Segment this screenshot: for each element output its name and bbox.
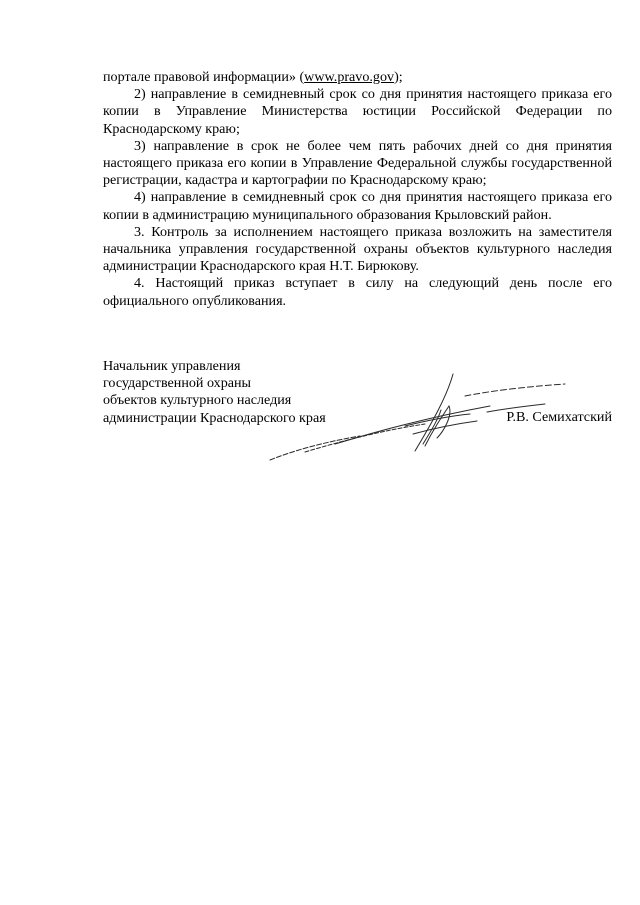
paragraph-effective: 4. Настоящий приказ вступает в силу на следующий день после его официального опубликования.: [103, 275, 612, 309]
paragraph-item-4: 4) направление в семидневный срок со дня принятия настоящего приказа его копии в администрацию муниципального образования Крыловский район.: [103, 189, 612, 223]
signatory-title-line: Начальник управления: [103, 358, 241, 374]
paragraph-portal: портале правовой информации» (www.pravo.gov);: [103, 69, 403, 85]
signatory-title-line: объектов культурного наследия: [103, 392, 292, 409]
pravo-gov-link[interactable]: www.pravo.gov: [304, 69, 395, 85]
paragraph-item-3: 3) направление в срок не более чем пять рабочих дней со дня принятия настоящего приказа его копии в Управление Федеральной службы государственной регистрации, кадастра и картографии по Краснодарскому краю;: [103, 137, 612, 189]
signatory-name: Р.В. Семихатский: [506, 409, 612, 425]
signatory-title-line: государственной охраны: [103, 375, 252, 392]
paragraph-control: 3. Контроль за исполнением настоящего приказа возложить на заместителя начальника управления государственной охраны объектов культурного наследия администрации Краснодарского края Н.Т. Бирюкову.: [103, 223, 612, 275]
document-body: [103, 69, 612, 310]
paragraph-item-2: 2) направление в семидневный срок со дня принятия настоящего приказа его копии в Управление Министерства юстиции Российской Федерации по Краснодарскому краю;: [103, 86, 612, 137]
signatory-title-line: администрации Краснодарского края: [103, 409, 326, 426]
